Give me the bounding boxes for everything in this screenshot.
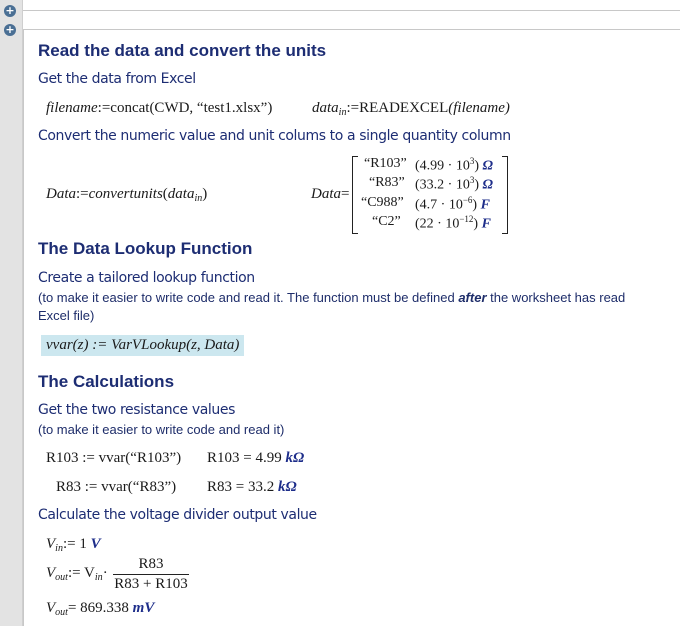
matrix-cell-value: $(4.99 \cdot 10^3)$ Ω [415,156,493,174]
matrix-cell-name: “R83” [369,175,405,190]
fraction [113,556,189,593]
vout-definition[interactable]: $V_{out}:= V_{in}\cdot$ [46,565,108,583]
assign-operator: := [76,186,89,202]
function-name: READEXCEL [359,100,449,116]
fraction-numerator: R83 [113,556,189,575]
variable-subscript: in [194,193,203,204]
note-text: (to make it easier to write code and read it. The function must be defined after the worksheet has read [38,290,626,305]
expand-icon[interactable]: + [5,23,15,36]
unit-label: Ω [482,177,493,193]
matrix-cell-name: “C2” [372,214,401,229]
variable-name: filename [46,100,98,116]
function-args: (filename) [448,100,510,116]
step-text: Calculate the voltage divider output value [38,507,317,523]
section-heading: The Calculations [38,372,175,391]
data-matrix [352,156,508,232]
unit-label: F [481,216,491,232]
matrix-bracket-right [502,156,508,234]
r103-evaluation[interactable]: R103 = 4.99 kΩ [207,450,305,466]
function-name: convertunits [88,186,163,202]
matrix-bracket-left [352,156,358,234]
data-evaluation[interactable] [311,186,349,203]
r83-definition[interactable]: R83 := vvar(“R83”) [56,479,177,495]
matrix-cell-value: $(33.2 \cdot 10^3)$ Ω [415,175,493,193]
variable-subscript: in [338,107,347,118]
matrix-cell-value: $(4.7 \cdot 10^{-6})$ F [415,195,490,213]
fraction-denominator: R83 + R103 [114,576,188,592]
section-heading: Read the data and convert the units [38,41,327,60]
step-text: Get the data from Excel [38,71,196,87]
r103-definition[interactable]: R103 := vvar(“R103”) [46,450,182,466]
matrix-cell-name: “R103” [364,156,407,171]
note-text: (to make it easier to write code and read it) [38,422,285,437]
note-text: Excel file) [38,308,95,323]
variable-name: data [312,100,339,116]
unit-label: V [90,536,101,552]
unit-label: F [480,197,490,213]
assign-operator: := [97,100,111,116]
vin-definition[interactable]: $V_{in}:= 1$ V [46,536,101,554]
unit-label: Ω [482,158,493,174]
unit-label: kΩ [277,479,297,495]
page-margin-line [23,30,24,626]
filename-definition[interactable] [46,100,272,117]
matrix-cell-value: $(22 \cdot 10^{-12})$ F [415,214,491,232]
function-arg: data [167,186,195,202]
r83-evaluation[interactable]: R83 = 33.2 kΩ [207,479,297,495]
variable-name: Data [311,186,341,202]
step-text: Convert the numeric value and unit colums to a single quantity column [38,128,511,144]
data-definition[interactable]: Data:=convertunits(data$_{in}$) [46,186,208,204]
section-heading: The Data Lookup Function [38,239,253,258]
assign-operator: := [346,100,360,116]
step-text: Get the two resistance values [38,402,235,418]
matrix-cell-name: “C988” [361,195,404,210]
region-divider [23,10,680,11]
equals-operator: = [341,186,350,202]
datain-definition[interactable] [312,100,510,118]
left-gutter [0,0,23,626]
function-name: concat [110,100,150,116]
vvar-function-definition[interactable]: vvar(z) := VarVLookup(z, Data) [41,335,244,356]
region-divider [23,29,680,30]
step-text: Create a tailored lookup function [38,270,255,286]
unit-label: kΩ [285,450,305,466]
vout-evaluation[interactable]: $V_{out}= 869.338$ mV [46,600,155,618]
unit-label: mV [132,600,155,616]
variable-name: Data [46,186,76,202]
expand-icon[interactable]: + [5,4,15,17]
function-args: (CWD, “test1.xlsx”) [149,100,273,116]
